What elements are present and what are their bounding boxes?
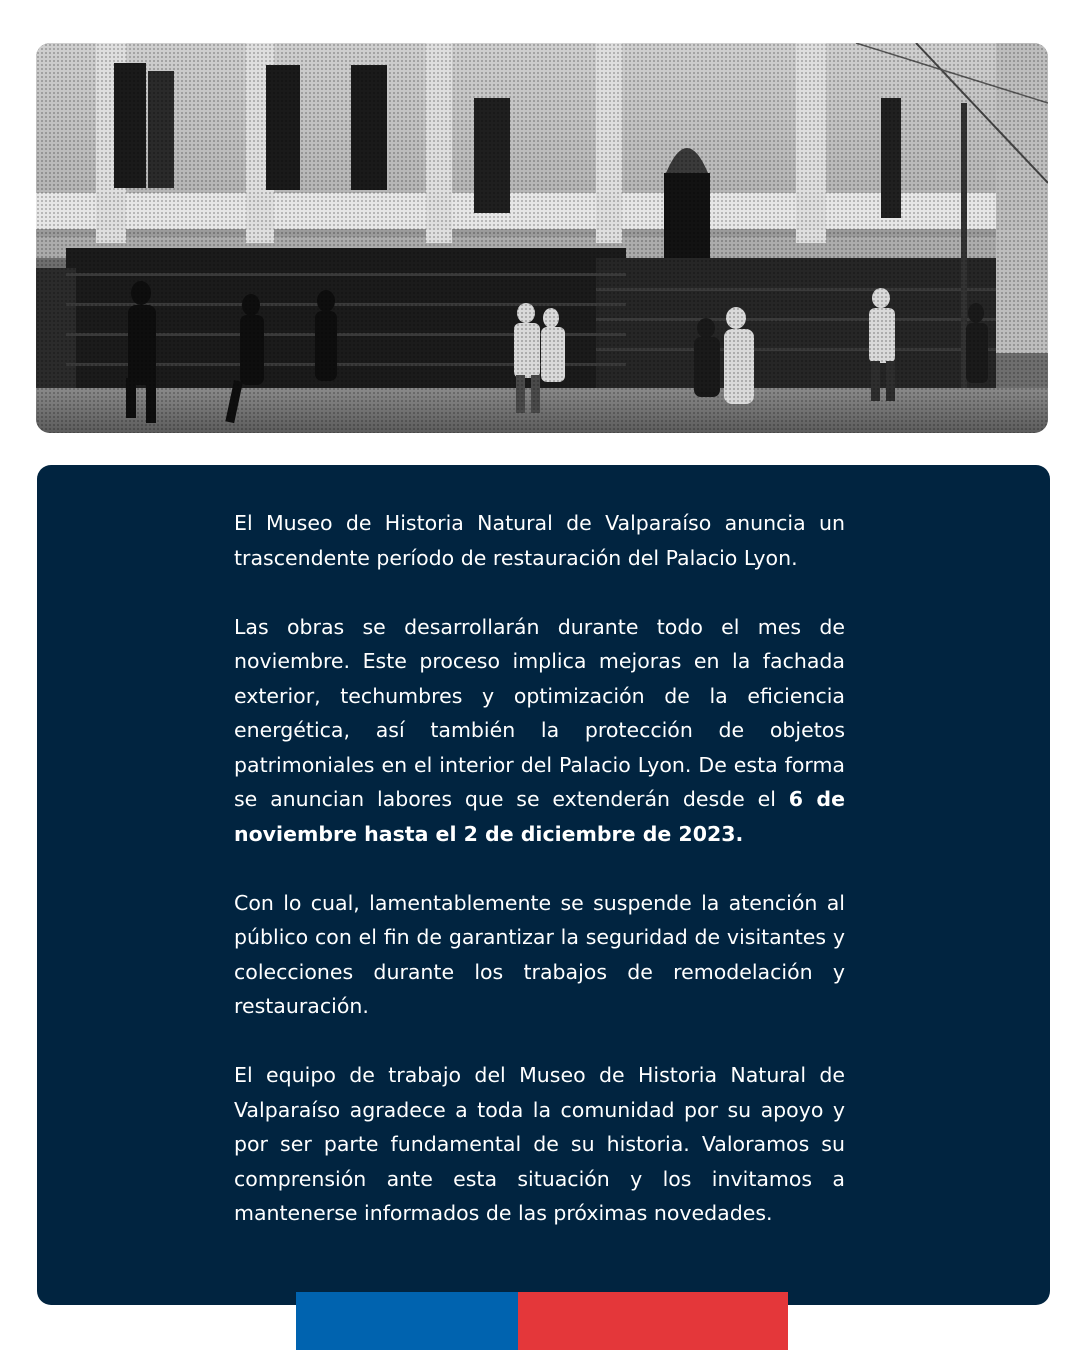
paragraph-works	[234, 610, 845, 852]
building-photo-icon	[36, 43, 1048, 433]
paragraph-suspension: Con lo cual, lamentablemente se suspende la atención al público con el fin de garantizar la seguridad de visitantes y colecciones durante los trabajos de remodelación y restauración.	[234, 890, 845, 1018]
works-date-range: 6 de noviembre hasta el 2 de diciembre de 2023.	[234, 787, 845, 846]
paragraph-thanks: El equipo de trabajo del Museo de Historia Natural de Valparaíso agradece a toda la comunidad por su apoyo y por ser parte fundamental de su historia. Valoramos su comprensión ante esta situación y los invitamos a mantenerse informados de las próximas novedades.	[234, 1063, 845, 1225]
announcement-text	[234, 506, 845, 1265]
paragraph-intro: El Museo de Historia Natural de Valparaíso anuncia un trascendente período de restauración del Palacio Lyon.	[234, 511, 845, 570]
palacio-lyon-photo	[36, 43, 1048, 433]
paragraph-works-text: Las obras se desarrollarán durante todo el mes de noviembre. Este proceso implica mejoras en la fachada exterior, techumbres y optimización de la eficiencia energética, así también la protección de objetos patrimoniales en el interior del Palacio Lyon. De esta forma se anuncian labores que se extenderán desde el	[234, 614, 845, 811]
flag-bar-blue	[296, 1292, 518, 1350]
flag-bar-red	[518, 1292, 788, 1350]
